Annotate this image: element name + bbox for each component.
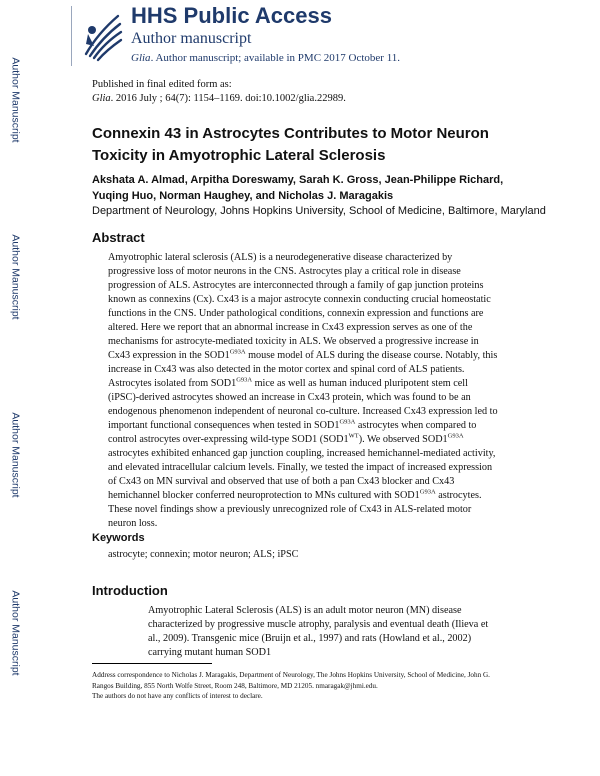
keywords-text: astrocyte; connexin; motor neuron; ALS; iPSC: [108, 549, 299, 560]
hhs-eagle-logo-icon: [80, 10, 124, 62]
author-list: Akshata A. Almad, Arpitha Doreswamy, Sarah K. Gross, Jean-Philippe Richard, Yuqing Huo, Norman Haughey, and Nicholas J. Maragakis: [92, 174, 504, 202]
conflict-note: The authors do not have any conflicts of interest to declare.: [92, 692, 263, 700]
citation: [92, 92, 346, 106]
published-in-label: Published in final edited form as:: [92, 79, 232, 90]
abstract-heading: Abstract: [92, 230, 145, 245]
correspondence-note: Address correspondence to Nicholas J. Maragakis, Department of Neurology, The Johns Hopkins University, School of Medicine, John G. Rangos Building, 855 North Wolfe Street, Room 248, Baltimore, MD 21205. nmaragak@jhmi.edu.: [92, 671, 490, 690]
footnotes: [92, 670, 512, 702]
hhs-public-access-title: HHS Public Access: [131, 3, 332, 28]
availability-text: . Author manuscript; available in PMC 2017 October 11.: [150, 52, 401, 64]
abstract-text: Amyotrophic lateral sclerosis (ALS) is a neurodegenerative disease characterized by progressive loss of motor neurons in the CNS. Astrocytes play a critical role in disease progression of ALS. Astrocytes are interconnected through a family of gap junction proteins known as connexins (Cx). Cx43 is a major astrocyte connexin conducting crucial homeostatic functions in the CNS. Under pathological conditions, connexin expression and functions are altered. Here we report that an abnormal increase in Cx43 expression serves as one of the mechanisms for astrocyte-mediated toxicity in ALS. We observed a progressive increase in Cx43 expression in the $SOD1^{G93A}$ mouse model of ALS during the disease course. Notably, this increase in Cx43 was also detected in the motor cortex and spinal cord of ALS patients. Astrocytes isolated from $SOD1^{G93A}$ mice as well as human induced pluripotent stem cell (iPSC)-derived astrocytes showed an increase in Cx43 protein, which was found to be an endogenous phenomenon independent of neuronal co-culture. Increased Cx43 expression led to important functional consequences when tested in $SOD1^{G93A}$ astrocytes when compared to control astrocytes over-expressing wild-type SOD1 $(SOD1^{WT})$. We observed $SOD1^{G93A}$ astrocytes exhibited enhanced gap junction coupling, increased hemichannel-mediated activity, and elevated intracellular calcium levels. Finally, we tested the impact of increased expression of Cx43 on MN survival and observed that use of both a pan Cx43 blocker and Cx43 hemichannel blocker conferred neuroprotection to MNs cultured with $SOD1^{G93A}$ astrocytes. These novel findings show a previously unrecognized role of Cx43 in ALS-related motor neuron loss.: [108, 252, 498, 529]
sidebar-label-4: Author Manuscript: [10, 590, 22, 676]
citation-details: . 2016 July ; 64(7): 1154–1169. doi:10.1002/glia.22989.: [110, 93, 346, 104]
sidebar-label-1: Author Manuscript: [10, 57, 22, 143]
introduction-heading: Introduction: [92, 583, 168, 598]
publication-info: [92, 78, 346, 106]
journal-name: Glia: [131, 52, 151, 64]
affiliation: Department of Neurology, Johns Hopkins University, School of Medicine, Baltimore, Maryland: [92, 205, 546, 217]
sidebar-label-3: Author Manuscript: [10, 412, 22, 498]
availability-line: [131, 52, 400, 64]
author-manuscript-label: Author manuscript: [131, 30, 252, 47]
keywords-heading: Keywords: [92, 532, 145, 544]
citation-journal: Glia: [92, 93, 111, 104]
sidebar-label-2: Author Manuscript: [10, 234, 22, 320]
introduction-text: Amyotrophic Lateral Sclerosis (ALS) is an adult motor neuron (MN) disease characterized by progressive muscle atrophy, paralysis and eventual death (Ilieva et al., 2009). Transgenic mice (Bruijn et al., 1997) and rats (Howland et al., 2002) carrying mutant human SOD1: [148, 605, 489, 658]
footnote-divider: [92, 663, 212, 664]
header-divider: [71, 6, 72, 66]
article-title: Connexin 43 in Astrocytes Contributes to Motor Neuron Toxicity in Amyotrophic Lateral Sclerosis: [92, 125, 489, 164]
